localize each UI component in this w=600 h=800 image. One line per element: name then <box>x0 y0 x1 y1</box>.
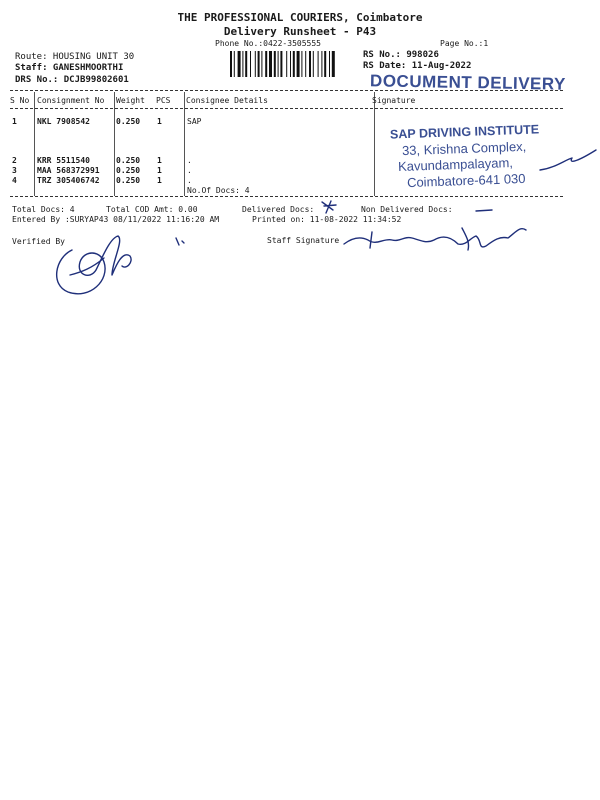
row-3-sno: 3 <box>12 166 17 175</box>
row-2-details: . <box>187 156 192 165</box>
phone-number: Phone No.:0422-3505555 <box>215 39 321 48</box>
col-header-signature: Signature <box>372 96 416 105</box>
row-4-sno: 4 <box>12 176 17 185</box>
row-3-consignment: MAA 568372991 <box>37 166 100 175</box>
row-3-weight: 0.250 <box>116 166 141 175</box>
row-1-weight: 0.250 <box>116 117 141 126</box>
runsheet-title: Delivery Runsheet - P43 <box>223 25 377 38</box>
non-delivered-docs: Non Delivered Docs: <box>361 205 453 214</box>
row-4-consignment: TRZ 305406742 <box>37 176 100 185</box>
printed-on: Printed on: 11-08-2022 11:34:52 <box>252 215 402 224</box>
handwritten-marks <box>0 0 600 300</box>
row-4-pcs: 1 <box>157 176 162 185</box>
stamp-address-line: Coimbatore-641 030 <box>406 170 526 191</box>
rs-date: RS Date: 11-Aug-2022 <box>363 61 472 71</box>
entered-by: Entered By :SURYAP43 08/11/2022 11:16:20 AM <box>12 215 220 224</box>
document-delivery-stamp: DOCUMENT DELIVERY <box>369 71 566 94</box>
col-header-consignment: Consignment No <box>37 96 105 105</box>
col-header-consignee: Consignee Details <box>186 96 268 105</box>
rs-number: RS No.: 998026 <box>363 50 439 60</box>
route-label: Route: HOUSING UNIT 30 <box>15 52 135 62</box>
stamp-address-line: 33, Krishna Complex, <box>401 138 527 159</box>
row-1-consignment: NKL 7908542 <box>37 117 90 126</box>
row-3-pcs: 1 <box>157 166 162 175</box>
row-2-weight: 0.250 <box>116 156 141 165</box>
row-1-pcs: 1 <box>157 117 162 126</box>
page-number: Page No.:1 <box>440 39 489 48</box>
delivered-docs: Delivered Docs: <box>242 205 315 214</box>
row-2-consignment: KRR 5511540 <box>37 156 90 165</box>
total-cod-amount: Total COD Amt: 0.00 <box>106 205 198 214</box>
row-4-details: . <box>187 176 192 185</box>
col-header-weight: Weight <box>116 96 145 105</box>
staff-label: Staff: GANESHMOORTHI <box>15 63 124 73</box>
row-1-details: SAP <box>187 117 202 126</box>
drs-number: DRS No.: DCJB99802601 <box>15 75 129 85</box>
company-title: THE PROFESSIONAL COURIERS, Coimbatore <box>177 11 423 24</box>
row-1-sno: 1 <box>12 117 17 126</box>
col-header-sno: S No <box>10 96 30 105</box>
row-4-weight: 0.250 <box>116 176 141 185</box>
total-docs: Total Docs: 4 <box>12 205 75 214</box>
verified-by-label: Verified By <box>12 237 65 246</box>
row-3-details: . <box>187 166 192 175</box>
stamp-address-line: Kavundampalayam, <box>397 154 514 175</box>
no-of-docs: No.Of Docs: 4 <box>187 186 250 195</box>
stamp-institute-name: SAP DRIVING INSTITUTE <box>389 122 540 142</box>
row-2-sno: 2 <box>12 156 17 165</box>
staff-signature-label: Staff Signature <box>267 236 340 245</box>
row-2-pcs: 1 <box>157 156 162 165</box>
col-header-pcs: PCS <box>156 96 171 105</box>
